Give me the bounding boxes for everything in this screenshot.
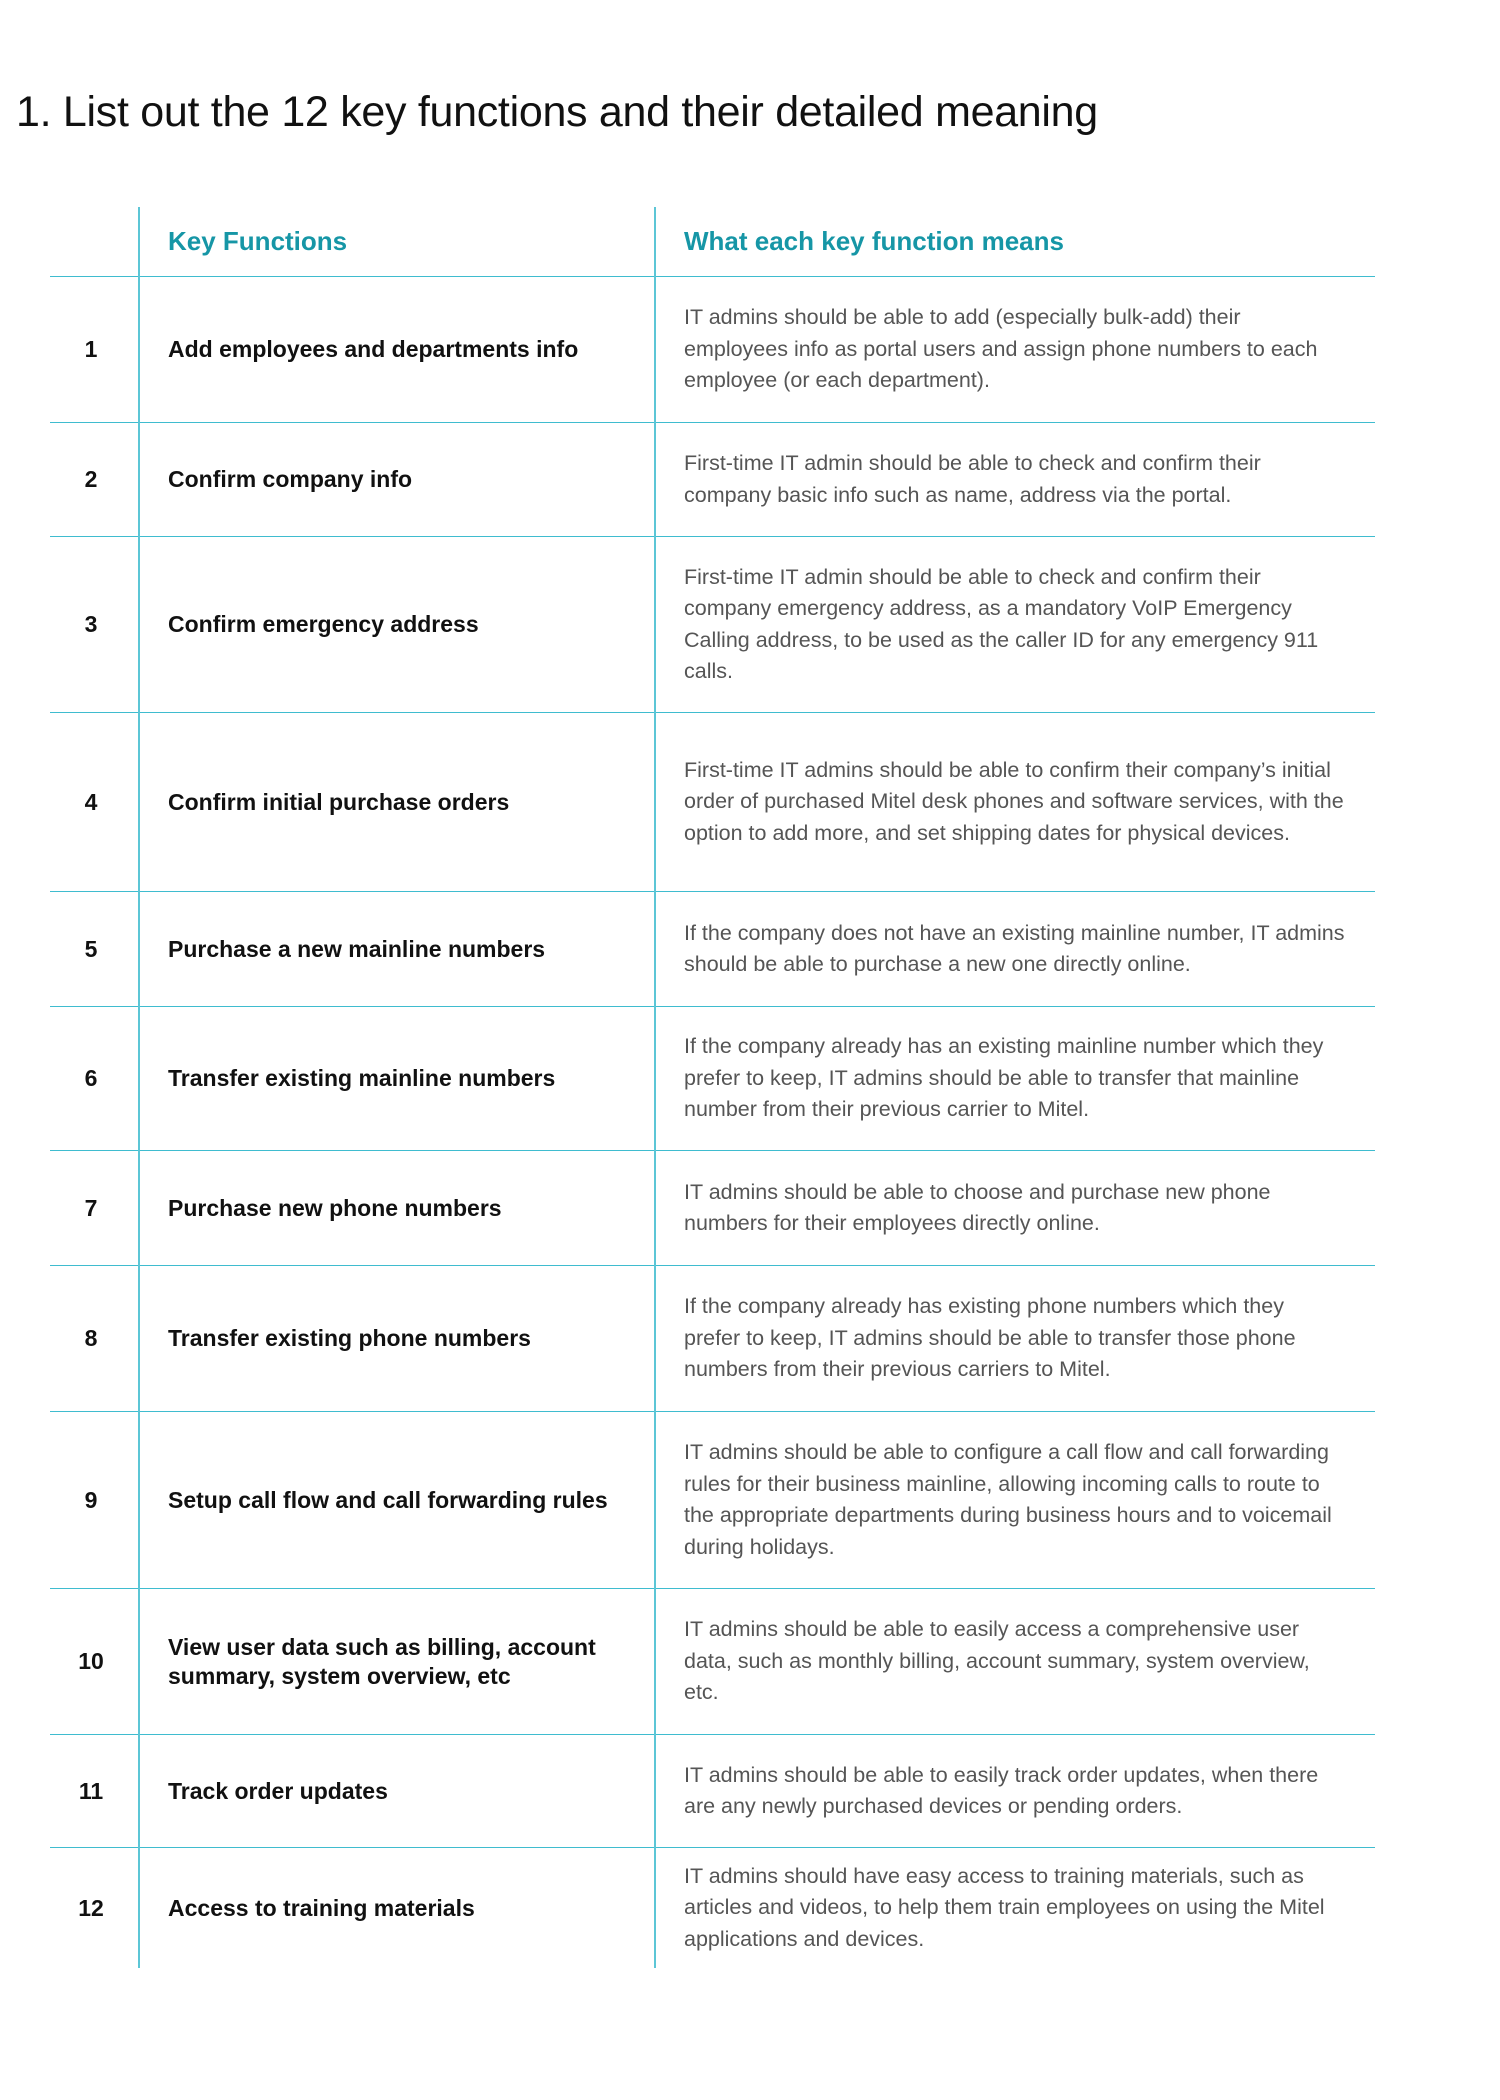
- key-function: View user data such as billing, account summary, system overview, etc: [168, 1633, 596, 1689]
- key-function: Transfer existing mainline numbers: [168, 1065, 556, 1091]
- table-row: [50, 1151, 1375, 1266]
- row-number: 1: [84, 336, 98, 362]
- function-meaning: IT admins should be able to choose and purchase new phone numbers for their employees directly online.: [684, 1179, 1271, 1235]
- row-number: 8: [84, 1325, 98, 1351]
- row-number: 6: [84, 1065, 98, 1091]
- table-row: [50, 537, 1375, 713]
- table-row: [50, 892, 1375, 1007]
- function-meaning: First-time IT admins should be able to confirm their company’s initial order of purchased Mitel desk phones and software services, with the option to add more, and set shipping dates for physical devices.: [684, 757, 1344, 845]
- function-meaning: IT admins should have easy access to training materials, such as articles and videos, to help them train employees on using the Mitel applications and devices.: [684, 1863, 1325, 1951]
- row-number: 5: [84, 935, 98, 962]
- page-title: 1. List out the 12 key functions and their detailed meaning: [16, 88, 1098, 136]
- function-meaning: If the company already has an existing mainline number which they prefer to keep, IT admins should be able to transfer that mainline number from their previous carrier to Mitel.: [684, 1034, 1324, 1122]
- table-row: [50, 713, 1375, 892]
- key-function: Track order updates: [168, 1777, 388, 1804]
- function-meaning: IT admins should be able to add (especially bulk-add) their employees info as portal users and assign phone numbers to each employee (or each department).: [684, 305, 1318, 393]
- key-function: Confirm company info: [168, 466, 413, 492]
- function-meaning: IT admins should be able to easily access a comprehensive user data, such as monthly billing, account summary, system overview, etc.: [684, 1617, 1310, 1705]
- row-number: 9: [84, 1486, 98, 1513]
- table-row: [50, 1848, 1375, 1968]
- function-meaning: First-time IT admin should be able to check and confirm their company basic info such as name, address via the portal.: [684, 451, 1261, 507]
- function-meaning: IT admins should be able to configure a call flow and call forwarding rules for their business mainline, allowing incoming calls to route to the appropriate departments during business hours and to voicemail during holidays.: [684, 1440, 1332, 1559]
- row-number: 3: [84, 611, 98, 637]
- table-row: [50, 1412, 1375, 1589]
- row-number: 12: [78, 1894, 104, 1921]
- row-number: 11: [78, 1777, 104, 1804]
- table-header-row: [50, 207, 1375, 277]
- key-functions-table: [50, 207, 1375, 1968]
- header-key-functions: Key Functions: [168, 226, 348, 256]
- table-row: [50, 1735, 1375, 1848]
- key-function: Confirm emergency address: [168, 611, 479, 637]
- function-meaning: First-time IT admin should be able to check and confirm their company emergency address, as a mandatory VoIP Emergency Calling address, to be used as the caller ID for any emergency 911 calls.: [684, 564, 1319, 683]
- function-meaning: If the company does not have an existing mainline number, IT admins should be able to purchase a new one directly online.: [684, 920, 1345, 976]
- function-meaning: If the company already has existing phone numbers which they prefer to keep, IT admins should be able to transfer those phone numbers from their previous carriers to Mitel.: [684, 1294, 1296, 1382]
- row-number: 4: [84, 788, 98, 815]
- header-meaning: What each key function means: [684, 225, 1064, 256]
- key-function: Confirm initial purchase orders: [168, 788, 510, 815]
- function-meaning: IT admins should be able to easily track order updates, when there are any newly purchased devices or pending orders.: [684, 1762, 1319, 1818]
- key-function: Transfer existing phone numbers: [168, 1325, 531, 1351]
- key-function: Purchase new phone numbers: [168, 1194, 502, 1221]
- table-row: [50, 1266, 1375, 1412]
- column-divider: [654, 207, 656, 1968]
- row-number: 2: [84, 466, 98, 492]
- table-row: [50, 1589, 1375, 1735]
- table-row: [50, 277, 1375, 423]
- row-number: 7: [84, 1194, 98, 1221]
- key-function: Access to training materials: [168, 1894, 475, 1921]
- key-function: Purchase a new mainline numbers: [168, 935, 546, 962]
- key-function: Add employees and departments info: [168, 336, 579, 362]
- table-row: [50, 423, 1375, 537]
- table-row: [50, 1007, 1375, 1151]
- row-number: 10: [78, 1648, 104, 1674]
- key-function: Setup call flow and call forwarding rules: [168, 1486, 608, 1513]
- column-divider: [138, 207, 140, 1968]
